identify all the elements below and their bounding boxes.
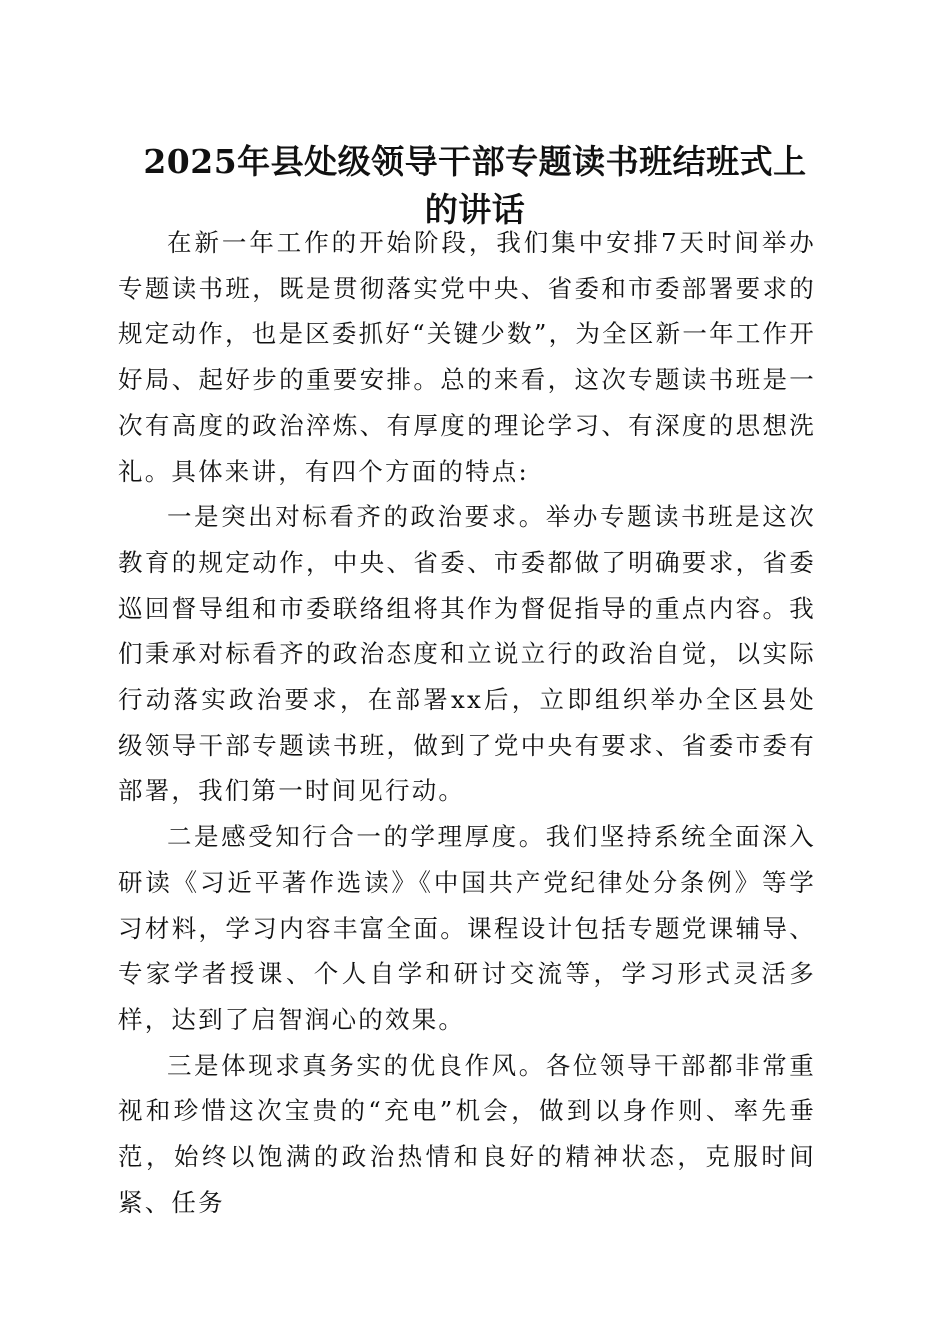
paragraph-point-1: 一是突出对标看齐的政治要求。举办专题读书班是这次教育的规定动作，中央、省委、市委都做了明确要求，省委巡回督导组和市委联络组将其作为督促指导的重点内容。我们秉承对标看齐的政治态度和立说立行的政治自觉，以实际行动落实政治要求，在部署xx后，立即组织举办全区县处级领导干部专题读书班，做到了党中央有要求、省委市委有部署，我们第一时间见行动。 xyxy=(118,502,816,806)
document-title-line-2: 的讲话 xyxy=(424,190,526,229)
document-title-line-1: 2025年县处级领导干部专题读书班结班式上 xyxy=(143,142,807,181)
paragraph-point-2: 二是感受知行合一的学理厚度。我们坚持系统全面深入研读《习近平著作选读》《中国共产党纪律处分条例》等学习材料，学习内容丰富全面。课程设计包括专题党课辅导、专家学者授课、个人自学和研讨交流等，学习形式灵活多样，达到了启智润心的效果。 xyxy=(118,822,816,1034)
paragraph-point-3: 三是体现求真务实的优良作风。各位领导干部都非常重视和珍惜这次宝贵的“充电”机会，做到以身作则、率先垂范，始终以饱满的政治热情和良好的精神状态，克服时间紧、任务 xyxy=(118,1050,816,1217)
paragraph-intro: 在新一年工作的开始阶段，我们集中安排7天时间举办专题读书班，既是贯彻落实党中央、省委和市委部署要求的规定动作，也是区委抓好“关键少数”，为全区新一年工作开好局、起好步的重要安排。总的来看，这次专题读书班是一次有高度的政治淬炼、有厚度的理论学习、有深度的思想洗礼。具体来讲，有四个方面的特点: xyxy=(118,228,816,486)
document-body xyxy=(118,220,816,1225)
